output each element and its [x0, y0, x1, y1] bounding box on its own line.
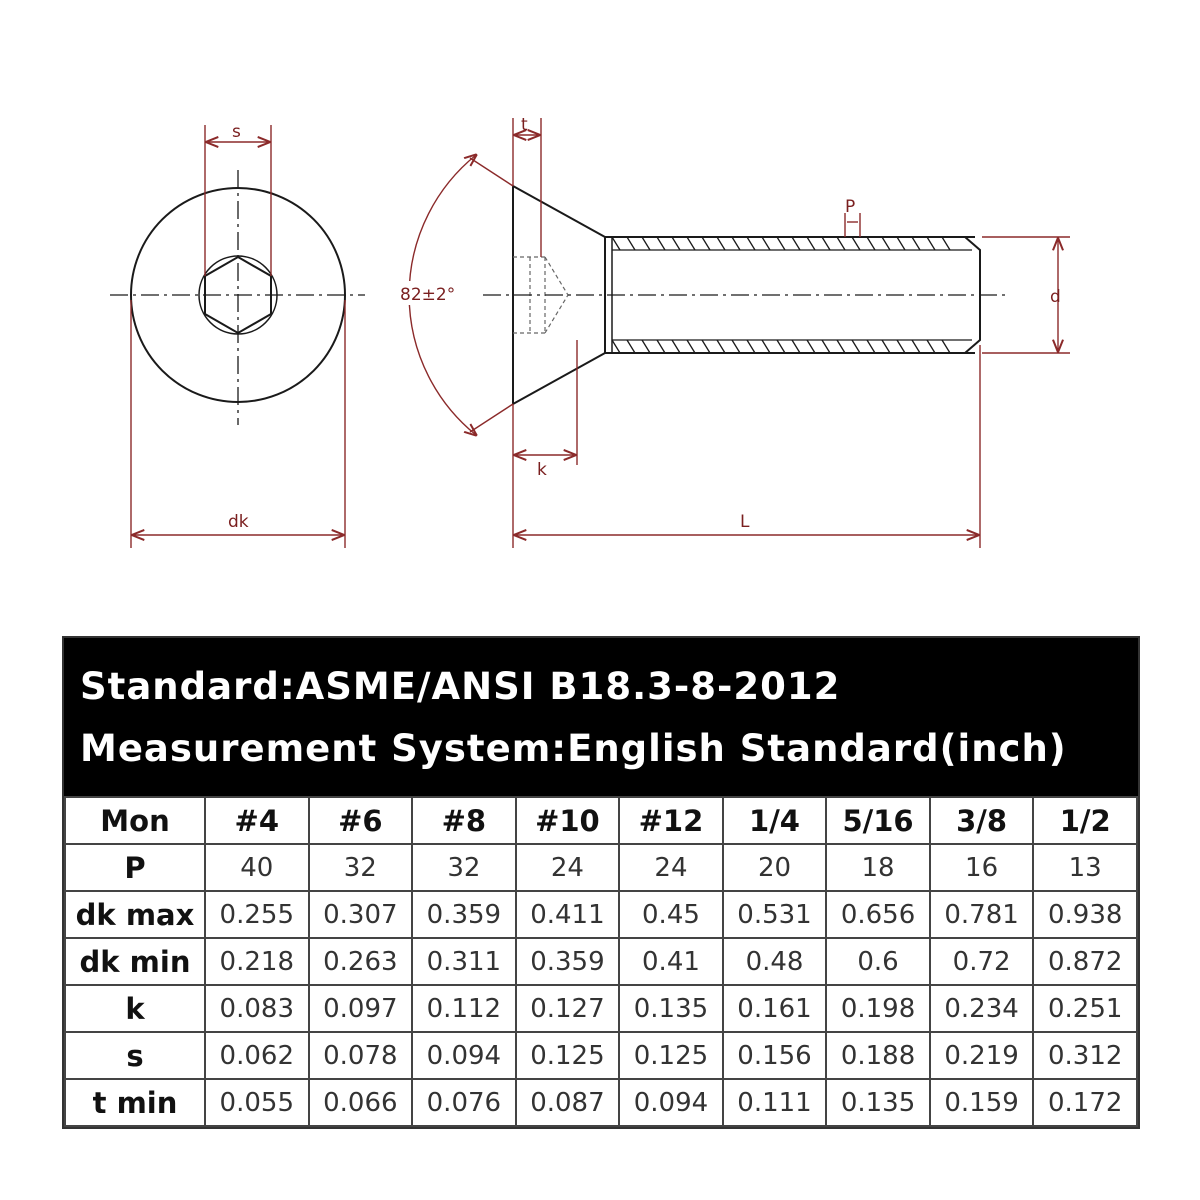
standard-title: Standard:ASME/ANSI B18.3-8-2012 [80, 665, 841, 708]
table-row [65, 1079, 1137, 1126]
value-cell: 0.125 [619, 1032, 723, 1079]
value-cell: 0.094 [619, 1079, 723, 1126]
value-cell: 0.938 [1033, 891, 1137, 938]
l-dimension [513, 345, 980, 548]
value-cell: 0.219 [930, 1032, 1034, 1079]
spec-panel [62, 636, 1140, 1129]
value-cell: 0.48 [723, 938, 827, 985]
size-header-cell: #4 [205, 797, 309, 844]
table-header-row [65, 797, 1137, 844]
value-cell: 0.781 [930, 891, 1034, 938]
value-cell: 0.872 [1033, 938, 1137, 985]
value-cell: 32 [412, 844, 516, 891]
value-cell: 0.087 [516, 1079, 620, 1126]
table-row [65, 891, 1137, 938]
value-cell: 18 [826, 844, 930, 891]
spec-table [64, 796, 1138, 1127]
value-cell: 0.198 [826, 985, 930, 1032]
size-header-cell: #6 [309, 797, 413, 844]
size-header-cell: 3/8 [930, 797, 1034, 844]
size-header-cell: #10 [516, 797, 620, 844]
size-header-cell: #12 [619, 797, 723, 844]
value-cell: 0.312 [1033, 1032, 1137, 1079]
value-cell: 0.255 [205, 891, 309, 938]
row-label-cell: dk min [65, 938, 205, 985]
value-cell: 24 [619, 844, 723, 891]
table-row [65, 1032, 1137, 1079]
value-cell: 0.156 [723, 1032, 827, 1079]
t-label: t [521, 115, 528, 135]
value-cell: 0.125 [516, 1032, 620, 1079]
value-cell: 0.45 [619, 891, 723, 938]
value-cell: 0.311 [412, 938, 516, 985]
value-cell: 0.172 [1033, 1079, 1137, 1126]
value-cell: 0.161 [723, 985, 827, 1032]
value-cell: 0.135 [619, 985, 723, 1032]
value-cell: 0.188 [826, 1032, 930, 1079]
value-cell: 0.159 [930, 1079, 1034, 1126]
value-cell: 0.094 [412, 1032, 516, 1079]
l-label: L [740, 512, 750, 532]
value-cell: 0.127 [516, 985, 620, 1032]
value-cell: 0.41 [619, 938, 723, 985]
spec-header [64, 638, 1138, 796]
size-header-cell: 1/2 [1033, 797, 1137, 844]
value-cell: 32 [309, 844, 413, 891]
row-label-cell: t min [65, 1079, 205, 1126]
value-cell: 0.078 [309, 1032, 413, 1079]
value-cell: 0.307 [309, 891, 413, 938]
t-dimension [513, 115, 541, 257]
value-cell: 0.111 [723, 1079, 827, 1126]
d-label: d [1050, 287, 1061, 307]
value-cell: 0.112 [412, 985, 516, 1032]
head-top-view [110, 170, 365, 425]
k-label: k [537, 460, 547, 480]
s-label: s [232, 122, 241, 142]
value-cell: 16 [930, 844, 1034, 891]
value-cell: 20 [723, 844, 827, 891]
row-label-cell: s [65, 1032, 205, 1079]
row-label-cell: dk max [65, 891, 205, 938]
value-cell: 0.083 [205, 985, 309, 1032]
value-cell: 0.6 [826, 938, 930, 985]
value-cell: 0.531 [723, 891, 827, 938]
value-cell: 0.72 [930, 938, 1034, 985]
value-cell: 0.055 [205, 1079, 309, 1126]
value-cell: 0.359 [516, 938, 620, 985]
value-cell: 0.263 [309, 938, 413, 985]
value-cell: 0.135 [826, 1079, 930, 1126]
table-row [65, 985, 1137, 1032]
table-row [65, 844, 1137, 891]
size-header-cell: 5/16 [826, 797, 930, 844]
value-cell: 24 [516, 844, 620, 891]
table-row [65, 938, 1137, 985]
value-cell: 0.076 [412, 1079, 516, 1126]
k-dimension [513, 340, 577, 480]
header-label-cell: Mon [65, 797, 205, 844]
value-cell: 0.234 [930, 985, 1034, 1032]
value-cell: 0.251 [1033, 985, 1137, 1032]
dk-label: dk [228, 512, 249, 532]
size-header-cell: 1/4 [723, 797, 827, 844]
value-cell: 0.656 [826, 891, 930, 938]
value-cell: 0.411 [516, 891, 620, 938]
value-cell: 0.218 [205, 938, 309, 985]
value-cell: 13 [1033, 844, 1137, 891]
s-dimension [205, 122, 271, 276]
value-cell: 0.062 [205, 1032, 309, 1079]
measurement-system: Measurement System:English Standard(inch) [80, 727, 1067, 770]
value-cell: 0.066 [309, 1079, 413, 1126]
angle-label: 82±2° [400, 285, 456, 305]
pitch-dimension [845, 197, 860, 237]
row-label-cell: k [65, 985, 205, 1032]
screw-side-view [483, 186, 1010, 404]
value-cell: 0.359 [412, 891, 516, 938]
row-label-cell: P [65, 844, 205, 891]
pitch-label: P [845, 197, 856, 217]
value-cell: 0.097 [309, 985, 413, 1032]
size-header-cell: #8 [412, 797, 516, 844]
value-cell: 40 [205, 844, 309, 891]
